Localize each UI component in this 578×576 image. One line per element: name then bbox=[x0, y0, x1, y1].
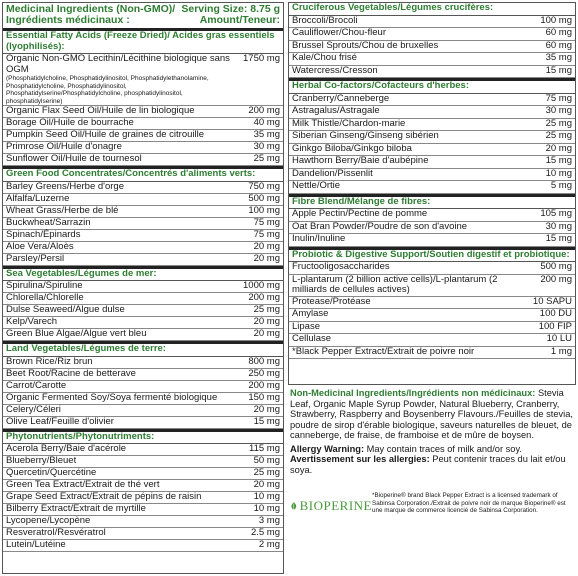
ingredient-name-text: Alfalfa/Luzerne bbox=[6, 192, 70, 204]
ingredient-name bbox=[292, 41, 538, 52]
ingredient-name bbox=[292, 106, 538, 117]
ingredient-name bbox=[6, 357, 246, 368]
ingredient-name-text: Amylase bbox=[292, 308, 329, 319]
ingredient-amount: 20 mg bbox=[253, 403, 280, 415]
ingredient-name-text: Hawthorn Berry/Baie d'aubépine bbox=[292, 155, 429, 166]
ingredient-amount: 1 mg bbox=[550, 345, 572, 357]
section-title: Phytonutrients/Phytonutriments: bbox=[3, 429, 283, 445]
ingredient-amount: 30 mg bbox=[253, 141, 280, 152]
ingredient-name-text: Cauliflower/Chou-fleur bbox=[292, 27, 386, 38]
ingredient-amount: 75 mg bbox=[253, 228, 280, 240]
ingredient-amount: 40 mg bbox=[253, 117, 280, 128]
ingredient-name-text: Beet Root/Racine de betterave bbox=[6, 367, 136, 379]
ingredient-name bbox=[292, 16, 538, 27]
ingredient-amount: 150 mg bbox=[248, 391, 280, 403]
left-body bbox=[3, 31, 283, 552]
ingredient-name bbox=[6, 118, 246, 129]
ingredient-amount: 10 mg bbox=[253, 491, 280, 502]
ingredient-amount: 105 mg bbox=[540, 208, 572, 219]
section-title: Green Food Concentrates/Concentrés d'aliments verts: bbox=[3, 166, 283, 182]
ingredient-name-text: Dulse Seaweed/Algue dulse bbox=[6, 304, 125, 315]
ingredient-name bbox=[6, 206, 246, 217]
ingredient-name bbox=[292, 119, 538, 130]
non-medicinal-label: Non-Medicinal Ingredients/Ingrédients non médicinaux: bbox=[290, 388, 536, 398]
ingredient-amount: 60 mg bbox=[545, 39, 572, 51]
ingredient-row bbox=[289, 322, 575, 335]
ingredient-row bbox=[289, 309, 575, 322]
ingredient-name bbox=[6, 305, 246, 316]
ingredient-amount: 500 mg bbox=[540, 261, 572, 272]
ingredient-name-text: Cellulase bbox=[292, 333, 332, 344]
ingredient-name bbox=[6, 130, 246, 141]
ingredient-name bbox=[292, 181, 538, 192]
ingredient-name-text: Cranberry/Canneberge bbox=[292, 92, 390, 104]
ingredient-name bbox=[292, 131, 538, 142]
ingredient-name-text: Inulin/Inuline bbox=[292, 233, 346, 244]
ingredient-row bbox=[3, 540, 283, 552]
ingredient-name-text: Kale/Chou frisé bbox=[292, 52, 357, 63]
ingredient-name bbox=[292, 144, 538, 155]
ingredient-amount: 20 mg bbox=[253, 316, 280, 327]
ingredient-name-text: Kelp/Varech bbox=[6, 316, 58, 327]
allergy-label: Allergy Warning: bbox=[290, 443, 365, 454]
ingredient-name-text: Dandelion/Pissenlit bbox=[292, 167, 373, 179]
non-medicinal-paragraph bbox=[290, 388, 576, 441]
section-title: Sea Vegetables/Légumes de mer: bbox=[3, 266, 283, 282]
ingredient-name-text: Parsley/Persil bbox=[6, 252, 65, 264]
amount-label: Amount/Teneur: bbox=[199, 14, 280, 26]
avertissement-label: Avertissement sur les allergies: bbox=[290, 454, 430, 464]
ingredient-name-text: Grape Seed Extract/Extrait de pépins de raisin bbox=[6, 491, 202, 502]
ingredient-amount: 1750 mg bbox=[243, 53, 280, 64]
ingredient-name bbox=[6, 381, 246, 392]
ingredient-amount: 5 mg bbox=[550, 180, 572, 191]
ingredient-name-text: Brussel Sprouts/Chou de bruxelles bbox=[292, 39, 439, 51]
ingredient-name bbox=[6, 528, 246, 539]
ingredient-name-text: Nettle/Ortie bbox=[292, 180, 341, 191]
ingredient-amount: 15 mg bbox=[545, 155, 572, 166]
ingredient-name-text: Lycopene/Lycopène bbox=[6, 515, 91, 526]
section-title: Cruciferous Vegetables/Légumes crucifères: bbox=[289, 3, 575, 16]
ingredient-name-text: Sunflower Oil/Huile de tournesol bbox=[6, 153, 142, 164]
ingredient-amount: 2 mg bbox=[258, 539, 280, 550]
ingredient-amount: 75 mg bbox=[545, 92, 572, 104]
left-ingredients-panel bbox=[2, 2, 284, 574]
header-title-en: Medicinal Ingredients (Non-GMO)/ bbox=[6, 3, 176, 15]
section-title: Essential Fatty Acids (Freeze Dried)/ Acides gras essentiels (lyophilisés): bbox=[3, 31, 283, 54]
ingredient-name-text: Broccoli/Brocoli bbox=[292, 14, 358, 26]
ingredient-amount: 30 mg bbox=[545, 220, 572, 232]
ingredient-name bbox=[292, 53, 538, 64]
ingredient-name bbox=[292, 309, 538, 320]
ingredient-amount: 10 mg bbox=[545, 167, 572, 179]
ingredient-amount: 250 mg bbox=[248, 367, 280, 379]
ingredient-amount: 25 mg bbox=[545, 130, 572, 141]
ingredient-amount: 25 mg bbox=[253, 467, 280, 478]
ingredient-name bbox=[6, 242, 246, 253]
ingredient-amount: 1000 mg bbox=[243, 280, 280, 291]
ingredient-row bbox=[3, 54, 283, 106]
ingredient-amount: 25 mg bbox=[253, 304, 280, 315]
ingredient-name-text: Apple Pectin/Pectine de pomme bbox=[292, 208, 428, 219]
ingredient-name bbox=[6, 230, 246, 241]
ingredient-amount: 750 mg bbox=[248, 180, 280, 192]
ingredient-name bbox=[292, 262, 538, 273]
ingredient-name bbox=[6, 417, 246, 428]
ingredient-detail: (Phosphatidylcholine, Phosphatidylinositol, Phosphatidylethanolamine, Phosphatidylcholine, Phosphatidylinositol, Phosphatidylserine/Phosphatidylcholine, phosphatidylinositol, phosphatidylserine) bbox=[6, 75, 209, 105]
header-title-fr: Ingrédients médicinaux : bbox=[6, 14, 130, 26]
ingredient-name-text: Ginkgo Biloba/Ginkgo biloba bbox=[292, 142, 412, 154]
ingredient-name bbox=[6, 106, 246, 117]
ingredient-row bbox=[289, 347, 575, 360]
ingredient-name bbox=[292, 209, 538, 220]
ingredient-amount: 15 mg bbox=[253, 415, 280, 427]
ingredient-name-text: Astragalus/Astragale bbox=[292, 105, 380, 116]
ingredient-row bbox=[289, 275, 575, 297]
ingredient-row bbox=[3, 329, 283, 341]
bioperine-logo-text: BIOPERINE bbox=[299, 498, 372, 513]
ingredient-name-text: Primrose Oil/Huile d'onagre bbox=[6, 141, 122, 152]
bioperine-logo bbox=[290, 498, 372, 514]
ingredient-name-text: Organic Non-GMO Lecithin/Lécithine biologique sans OGM bbox=[6, 53, 230, 75]
ingredient-name-text: Resveratrol/Resvératrol bbox=[6, 527, 106, 538]
ingredient-name bbox=[6, 182, 246, 193]
ingredient-name-text: Pumpkin Seed Oil/Huile de graines de citrouille bbox=[6, 129, 205, 140]
ingredient-name bbox=[6, 456, 246, 467]
ingredient-name-text: Bilberry Extract/Extrait de myrtille bbox=[6, 503, 146, 514]
ingredient-amount: 100 FIP bbox=[538, 320, 572, 332]
ingredient-name-text: Milk Thistle/Chardon-marie bbox=[292, 117, 406, 129]
header-right bbox=[181, 4, 280, 26]
ingredient-amount: 30 mg bbox=[545, 105, 572, 116]
ingredient-name bbox=[292, 222, 538, 233]
ingredient-amount: 100 mg bbox=[540, 14, 572, 26]
notes-section bbox=[290, 388, 576, 478]
ingredient-amount: 15 mg bbox=[545, 233, 572, 244]
ingredient-name bbox=[6, 293, 246, 304]
ingredient-name-text: Borage Oil/Huile de bourrache bbox=[6, 117, 134, 128]
ingredient-name-text: Barley Greens/Herbe d'orge bbox=[6, 180, 124, 192]
ingredient-name-text: Oat Bran Powder/Poudre de son d'avoine bbox=[292, 220, 468, 232]
ingredient-name bbox=[6, 281, 243, 292]
ingredient-name bbox=[6, 194, 246, 205]
ingredient-name bbox=[6, 329, 246, 340]
ingredient-row bbox=[289, 297, 575, 310]
ingredient-row bbox=[3, 254, 283, 266]
ingredient-amount: 75 mg bbox=[253, 216, 280, 228]
ingredient-row bbox=[289, 181, 575, 194]
section-title: Herbal Co-factors/Cofacteurs d'herbes: bbox=[289, 78, 575, 94]
ingredient-name-text: Spinach/Épinards bbox=[6, 228, 81, 240]
ingredient-name bbox=[292, 275, 538, 296]
serving-size: Serving Size: 8.75 g bbox=[181, 3, 280, 15]
ingredient-name bbox=[6, 142, 246, 153]
ingredient-name bbox=[292, 66, 538, 77]
ingredient-name-text: Fructooligosaccharides bbox=[292, 261, 390, 272]
ingredient-name bbox=[6, 405, 246, 416]
ingredient-name bbox=[6, 492, 246, 503]
ingredient-name bbox=[6, 468, 246, 479]
ingredient-name bbox=[292, 169, 538, 180]
ingredient-name bbox=[6, 393, 246, 404]
ingredient-amount: 200 mg bbox=[248, 292, 280, 303]
ingredient-name bbox=[6, 480, 246, 491]
ingredient-amount: 20 mg bbox=[253, 240, 280, 252]
ingredient-name bbox=[292, 347, 538, 358]
bioperine-trademark-text: *Bioperine® brand Black Pepper Extract is a licensed trademark of Sabinsa Corporation./Extrait de poivre noir de marque Bioperine® est une marque de commerce licencié de Sabinsa Corporation. bbox=[372, 492, 566, 514]
ingredient-amount: 10 LU bbox=[546, 333, 572, 344]
ingredient-amount: 2.5 mg bbox=[250, 527, 280, 538]
ingredient-amount: 60 mg bbox=[545, 27, 572, 38]
ingredient-name-text: Chlorella/Chlorelle bbox=[6, 292, 84, 303]
ingredient-amount: 20 mg bbox=[545, 142, 572, 154]
ingredient-amount: 500 mg bbox=[248, 192, 280, 204]
avertissement-text: Peut contenir traces du lait et/ou soya. bbox=[290, 454, 566, 475]
ingredient-name bbox=[292, 234, 538, 245]
ingredient-name bbox=[292, 322, 538, 333]
ingredient-amount: 200 mg bbox=[540, 273, 572, 285]
ingredient-name-text: Brown Rice/Riz brun bbox=[6, 355, 93, 367]
ingredient-row bbox=[289, 66, 575, 79]
ingredient-name bbox=[292, 94, 538, 105]
ingredient-name bbox=[6, 504, 246, 515]
ingredient-name-text: Spirulina/Spiruline bbox=[6, 280, 83, 291]
ingredient-amount: 100 mg bbox=[248, 204, 280, 216]
ingredient-name bbox=[292, 334, 538, 345]
ingredient-amount: 25 mg bbox=[545, 117, 572, 129]
bioperine-block bbox=[290, 492, 576, 515]
section-title: Fibre Blend/Mélange de fibres: bbox=[289, 194, 575, 210]
ingredient-name bbox=[6, 54, 243, 105]
ingredient-name-text: Green Tea Extract/Extrait de thé vert bbox=[6, 479, 160, 490]
ingredient-name-text: Green Blue Algae/Algue vert bleu bbox=[6, 328, 147, 339]
ingredient-name-text: Carrot/Carotte bbox=[6, 379, 67, 391]
ingredient-amount: 10 SAPU bbox=[532, 295, 572, 307]
ingredient-amount: 200 mg bbox=[248, 105, 280, 116]
ingredient-name-text: Siberian Ginseng/Ginseng sibérien bbox=[292, 130, 439, 141]
ingredient-amount: 800 mg bbox=[248, 355, 280, 367]
ingredient-row bbox=[3, 417, 283, 429]
ingredient-name bbox=[6, 154, 246, 165]
ingredient-name bbox=[6, 218, 246, 229]
ingredient-name-text: Protease/Protéase bbox=[292, 295, 371, 307]
ingredient-amount: 15 mg bbox=[545, 64, 572, 76]
ingredient-name-text: Buckwheat/Sarrazin bbox=[6, 216, 91, 228]
ingredient-amount: 35 mg bbox=[545, 52, 572, 63]
ingredient-amount: 35 mg bbox=[253, 129, 280, 140]
ingredient-amount: 25 mg bbox=[253, 153, 280, 164]
ingredient-name-text: Organic Fermented Soy/Soya fermenté biologique bbox=[6, 391, 218, 403]
ingredient-name bbox=[292, 297, 533, 308]
ingredient-name-text: Organic Flax Seed Oil/Huile de lin biologique bbox=[6, 105, 195, 116]
ingredient-amount: 200 mg bbox=[248, 379, 280, 391]
right-body bbox=[289, 3, 575, 359]
ingredient-name bbox=[6, 254, 246, 265]
right-ingredients-panel bbox=[288, 2, 576, 385]
ingredient-name bbox=[6, 516, 246, 527]
allergy-paragraph bbox=[290, 444, 576, 455]
section-title: Land Vegetables/Légumes de terre: bbox=[3, 341, 283, 357]
ingredient-name bbox=[6, 369, 246, 380]
non-medicinal-text: Stevia Leaf, Organic Maple Syrup Powder, Natural Blueberry, Cranberry, Strawberry, Raspberry and Boysenberry Flavours./Feuilles de stevia, poudre de sirop d'érable biologique, saveurs naturelles de bleuet, de canneberge, de fraise, de framboise et de mûre de boysen. bbox=[290, 388, 573, 440]
ingredient-name-text: Wheat Grass/Herbe de blé bbox=[6, 204, 119, 216]
ingredient-name bbox=[6, 540, 246, 551]
allergy-text: May contain traces of milk and/or soy. bbox=[366, 443, 522, 454]
ingredient-row bbox=[3, 154, 283, 166]
ingredient-amount: 10 mg bbox=[253, 503, 280, 514]
ingredient-name-text: Celery/Céleri bbox=[6, 403, 61, 415]
ingredient-name-text: Aloe Vera/Aloès bbox=[6, 240, 74, 252]
leaf-icon bbox=[290, 499, 298, 513]
ingredient-name-text: Olive Leaf/Feuille d'olivier bbox=[6, 415, 114, 427]
ingredient-amount: 3 mg bbox=[258, 515, 280, 526]
ingredient-amount: 50 mg bbox=[253, 455, 280, 466]
ingredient-name-text: Watercress/Cresson bbox=[292, 64, 378, 76]
ingredient-name bbox=[6, 317, 246, 328]
ingredient-amount: 100 DU bbox=[539, 308, 572, 319]
ingredient-amount: 20 mg bbox=[253, 328, 280, 339]
ingredient-name bbox=[292, 156, 538, 167]
ingredient-amount: 115 mg bbox=[249, 443, 280, 454]
section-title: Probiotic & Digestive Support/Soutien digestif et probiotique: bbox=[289, 247, 575, 263]
ingredient-row bbox=[289, 234, 575, 247]
panel-header bbox=[3, 3, 283, 31]
ingredient-name-text: Lutein/Lutéine bbox=[6, 539, 66, 550]
ingredient-amount: 20 mg bbox=[253, 479, 280, 490]
ingredient-name-text: Acerola Berry/Baie d'acérole bbox=[6, 443, 127, 454]
avertissement-paragraph bbox=[290, 454, 576, 475]
ingredient-name bbox=[6, 444, 246, 455]
ingredient-name-text: Lipase bbox=[292, 320, 320, 332]
ingredient-amount: 20 mg bbox=[253, 252, 280, 264]
ingredient-name-text: *Black Pepper Extract/Extrait de poivre noir bbox=[292, 345, 475, 357]
ingredient-name-text: L-plantarum (2 billion active cells)/L-plantarum (2 milliards de cellules actives) bbox=[292, 273, 498, 295]
ingredient-name bbox=[292, 28, 538, 39]
ingredient-name-text: Blueberry/Bleuet bbox=[6, 455, 77, 466]
header-left bbox=[6, 4, 175, 26]
ingredient-name-text: Quercetin/Quercétine bbox=[6, 467, 97, 478]
